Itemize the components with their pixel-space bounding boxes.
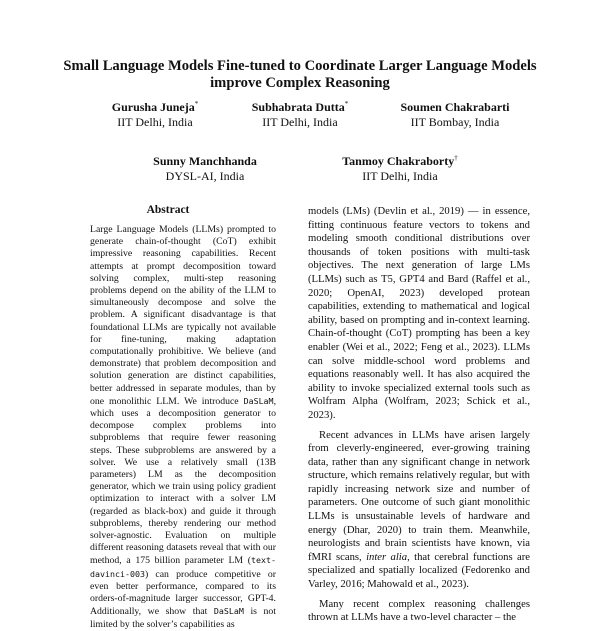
method-name: DaSLaM (213, 606, 244, 617)
abstract-text: , which uses a decomposition generator to decompose complex problems into subproblems that require fewer reasoning steps. These subproblems are answered by a solver. We use a relatively small (13B parameters) LM as the decomposition generator, which we train using policy gradient optimization to interact with a solver LM (regarded as black-box) and guide it through subproblems, thereby rendering our method solver-agnostic. Evaluation on multiple different reasoning datasets reveal that with our method, a 175 billion parameter LM ( (90, 395, 276, 567)
introduction-column (308, 205, 530, 625)
author-5 (325, 151, 475, 184)
paper-title: Small Language Models Fine-tuned to Coordinate Larger Language Models improve Complex Reasoning (63, 58, 537, 91)
author-affiliation: IIT Delhi, India (262, 115, 338, 129)
author-affiliation: IIT Delhi, India (362, 169, 438, 183)
author-1 (90, 97, 220, 130)
intro-paragraph-1: models (LMs) (Devlin et al., 2019) — in essence, fitting continuous feature vectors to tokens and modeling smooth conditional distributions over thousands of token positions with multi-task objectives. The next generation of large LMs (LLMs) such as T5, GPT4 and Bard (Raffel et al., 2020; OpenAI, 2023) developed protean capabilities, extending to mathematical and logical ability, based on prompting and in-context learning. Chain-of-thought (CoT) prompting has been a key enabler (Wei et al., 2022; Feng et al., 2023). LLMs can solve middle-school word problems and equations reasonably well. It has also acquired the ability to invoke specialized external tools such as Wolfram Alpha (Wolfram, 2023; Schick et al., 2023). (308, 206, 530, 421)
author-name: Gurusha Juneja (111, 100, 195, 114)
abstract-body (90, 224, 276, 631)
abstract-text: is not limited by the solver’s capabilities as (90, 606, 276, 630)
author-3 (385, 97, 525, 130)
model-name: text-davinci-003 (90, 555, 276, 579)
author-2 (235, 97, 365, 130)
author-affiliation: IIT Delhi, India (117, 115, 193, 129)
intro-italic: inter alia (366, 551, 408, 563)
author-name: Soumen Chakrabarti (400, 100, 510, 114)
author-name: Sunny Manchhanda (153, 154, 257, 168)
author-4 (135, 151, 275, 184)
intro-text: Recent advances in LLMs have arisen largely from cleverly-engineered, ever-growing training data, rather than any significant change in network structure, which remains relatively regular, but with rapidly increasing network size and number of parameters. One outcome of such giant monolithic LLMs is unsustainable levels of hardware and energy (Dhar, 2020) to train them. Meanwhile, neurologists and brain scientists have known, via fMRI scans, (308, 429, 530, 563)
intro-paragraph-2 (308, 429, 530, 592)
author-affiliation: IIT Bombay, India (410, 115, 500, 129)
author-name: Subhabrata Dutta (251, 100, 345, 114)
method-name: DaSLaM (243, 395, 274, 406)
author-affiliation: DYSL-AI, India (165, 169, 245, 183)
author-mark: * (194, 100, 199, 108)
intro-text: , that cerebral functions are specialized and spatially localized (Fedorenko and Varley, 2016; Mahowald et al., 2023). (308, 551, 530, 591)
abstract-heading: Abstract (146, 204, 190, 216)
abstract-text: Large Language Models (LLMs) prompted to generate chain-of-thought (CoT) exhibit impressive reasoning capabilities. Recent attempts at prompt decomposition toward solving complex, multi-step reasoning problems depend on the ability of the LLM to simultaneously decompose and solve the problem. A significant disadvantage is that foundational LLMs are typically not available for fine-tuning, making adaptation computationally prohibitive. We believe (and demonstrate) that problem decomposition and solution generation are distinct capabilities, better addressed in separate modules, than by one monolithic LLM. We introduce (90, 224, 276, 407)
author-mark: * (344, 100, 349, 108)
intro-paragraph-3: Many recent complex reasoning challenges thrown at LLMs have a two-level character – the (308, 598, 530, 624)
author-name: Tanmoy Chakraborty (342, 154, 455, 168)
author-mark: † (454, 154, 458, 162)
abstract-text: ) can produce competitive or even better performance, compared to its orders-of-magnitude larger successor, GPT-4. Additionally, we show that (90, 568, 276, 618)
